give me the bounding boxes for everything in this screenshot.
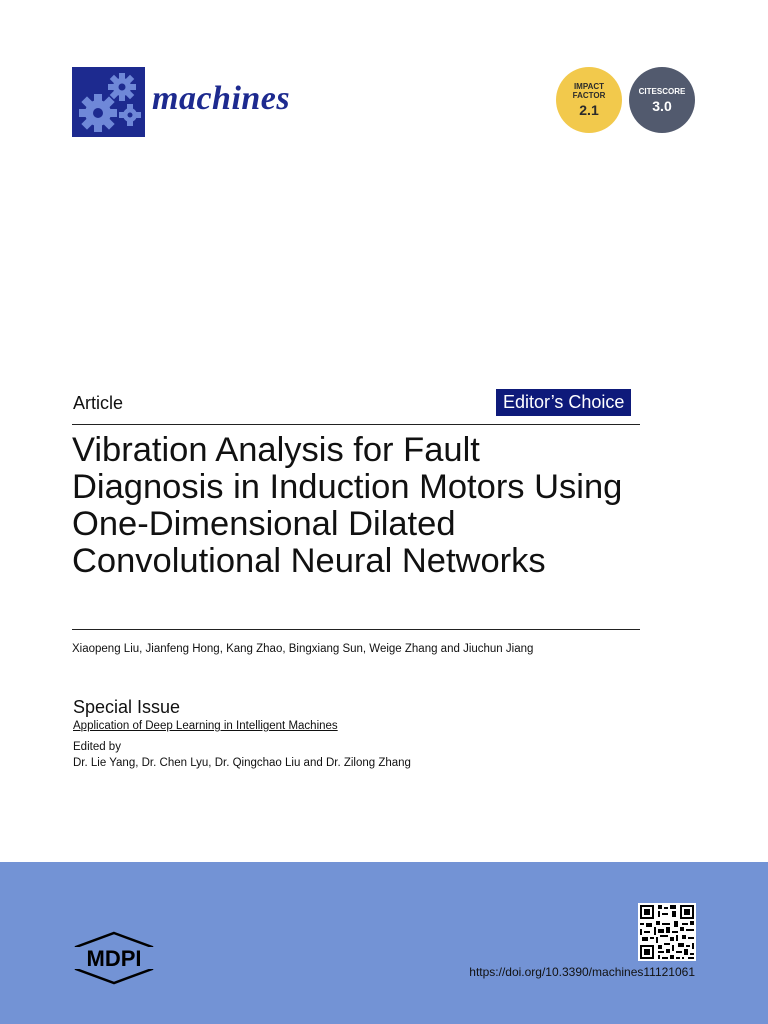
- article-title: Vibration Analysis for Fault Diagnosis in Induction Motors Using One-Dimensional Dilated Convolutional Neural Networks: [72, 431, 623, 580]
- qr-code-icon: [638, 903, 696, 961]
- editor-list: Dr. Lie Yang, Dr. Chen Lyu, Dr. Qingchao Liu and Dr. Zilong Zhang: [73, 757, 411, 769]
- citescore-label: CITESCORE: [638, 86, 686, 96]
- impact-factor-value: 2.1: [579, 102, 599, 118]
- gears-icon: [72, 67, 145, 137]
- journal-logo: [72, 67, 145, 137]
- publisher-name: MDPI: [86, 946, 142, 971]
- mdpi-logo-icon: [72, 931, 156, 985]
- divider: [72, 629, 640, 630]
- citescore-value: 3.0: [652, 97, 672, 114]
- journal-name: machines: [152, 80, 291, 117]
- special-issue-link[interactable]: Application of Deep Learning in Intelligent Machines: [73, 720, 338, 732]
- publisher-logo: [72, 931, 156, 990]
- doi-link[interactable]: https://doi.org/10.3390/machines11121061: [469, 965, 695, 979]
- citescore-badge: [629, 67, 695, 133]
- impact-factor-label-2: FACTOR: [572, 91, 606, 100]
- author-list: Xiaopeng Liu, Jianfeng Hong, Kang Zhao, Bingxiang Sun, Weige Zhang and Jiuchun Jiang: [72, 643, 534, 655]
- article-type: Article: [73, 393, 124, 413]
- impact-factor-badge: [556, 67, 622, 133]
- edited-by-label: Edited by: [73, 741, 121, 753]
- impact-factor-label: IMPACT: [573, 82, 605, 91]
- divider: [72, 424, 640, 425]
- editors-choice-badge: Editor’s Choice: [496, 389, 631, 416]
- special-issue-heading: Special Issue: [73, 697, 181, 717]
